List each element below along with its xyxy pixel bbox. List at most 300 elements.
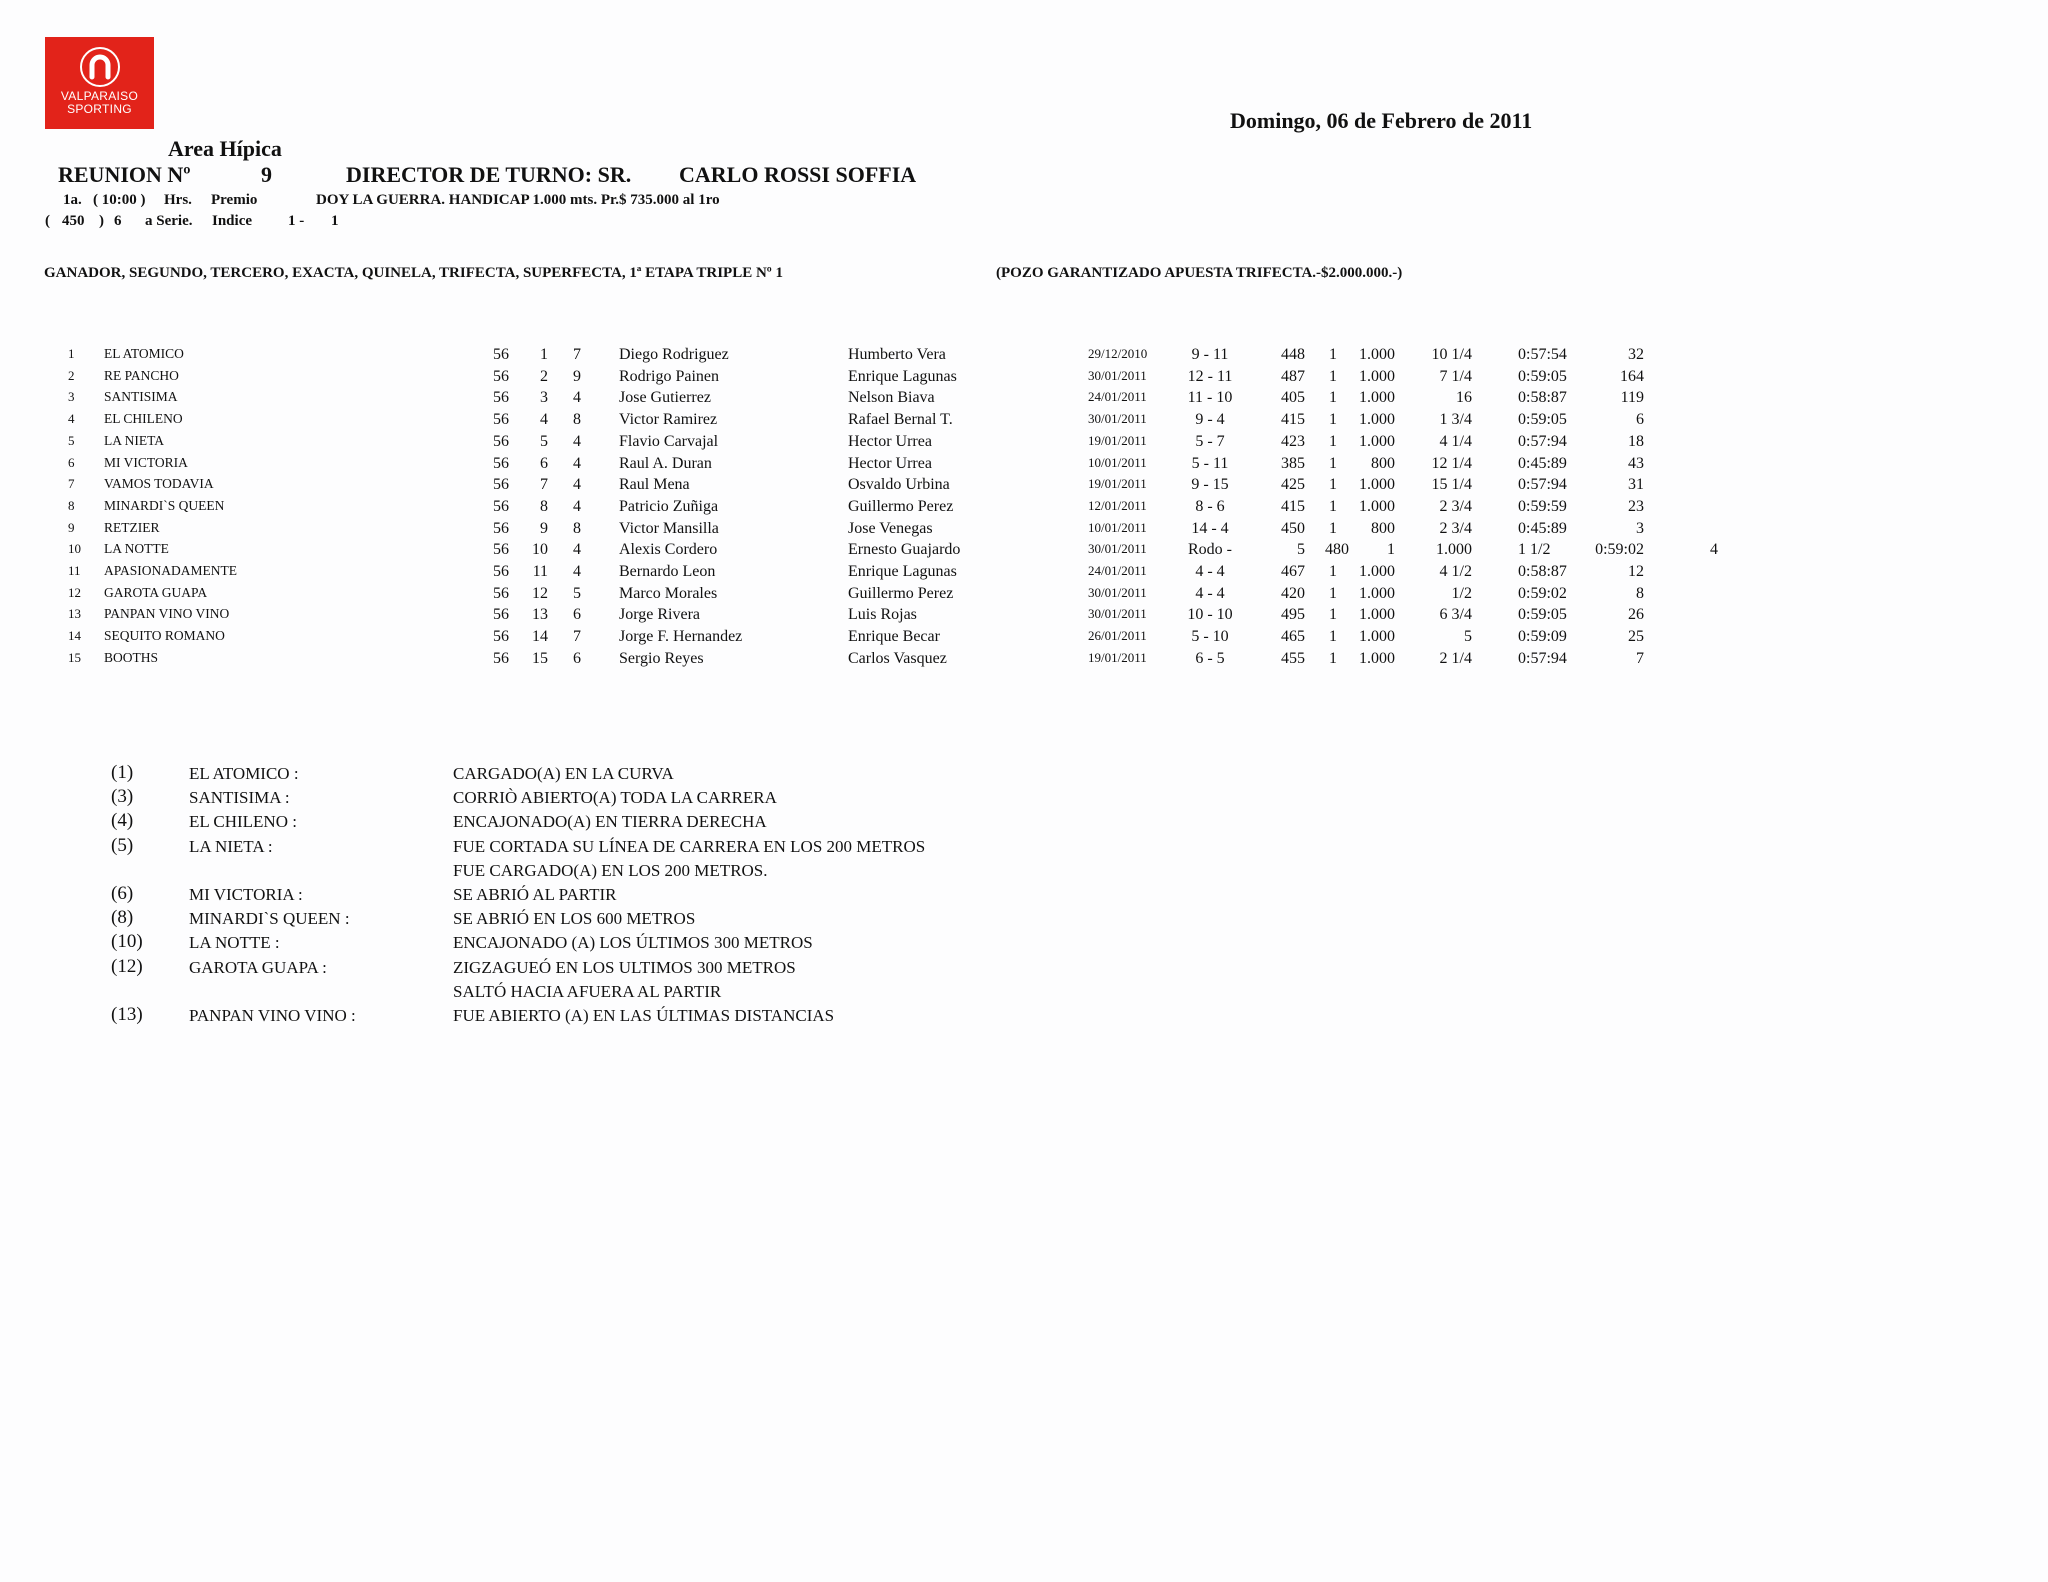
cell-w: 415 (1281, 497, 1305, 515)
observation-item (0, 933, 1200, 955)
cell-marg: 7 1/4 (1439, 367, 1472, 385)
observation-item (0, 955, 1200, 980)
cell-wt: 56 (493, 628, 509, 646)
cell-num: 9 (68, 519, 75, 535)
race-number: 1a. (63, 192, 82, 208)
cell-jockey: Jorge Rivera (619, 606, 701, 624)
observation-item (0, 885, 1200, 907)
cell-ref: 14 - 4 (1191, 519, 1229, 537)
cell-name: VAMOS TODAVIA (104, 476, 214, 492)
cell-num: 6 (68, 454, 75, 470)
cell-dist: 1.000 (1359, 497, 1395, 515)
area-title: Area Hípica (168, 136, 282, 161)
cell-date: 30/01/2011 (1088, 606, 1147, 622)
race-rating: 450 (62, 213, 85, 229)
cell-pos: 7 (1636, 649, 1644, 667)
cell-dist: 1.000 (1359, 346, 1395, 363)
cell-pos: 12 (1628, 563, 1644, 580)
cell-date: 29/12/2010 (1088, 346, 1148, 361)
observation-horse: MINARDI`S QUEEN : (189, 909, 350, 929)
cell-pp: 6 (573, 606, 581, 624)
table-row (0, 368, 1800, 390)
cell-date: 30/01/2011 (1088, 411, 1147, 427)
cell-no: 10 (532, 541, 548, 559)
horseshoe-icon (78, 45, 122, 89)
table-row (0, 476, 1800, 498)
cell-w: 5 (1297, 541, 1305, 559)
cell-wt: 56 (493, 454, 509, 472)
cell-pp: 9 (573, 367, 581, 385)
cell-dist: 1.000 (1359, 476, 1395, 494)
cell-num: 1 (68, 346, 75, 361)
cell-ref: 5 - 7 (1195, 432, 1225, 450)
cell-trainer: Ernesto Guajardo (848, 541, 961, 559)
cell-marg: 1 3/4 (1439, 411, 1472, 429)
cell-wt: 56 (493, 476, 509, 494)
cell-num: 7 (68, 476, 75, 492)
cell-jockey: Jorge F. Hernandez (619, 628, 743, 646)
cell-date: 19/01/2011 (1088, 476, 1147, 492)
cell-name: RE PANCHO (104, 367, 179, 383)
cell-wt: 56 (493, 584, 509, 602)
cell-no: 5 (540, 432, 548, 450)
cell-pp: 7 (573, 346, 581, 363)
observation-item (0, 909, 1200, 931)
indice-to: 1 (331, 213, 339, 229)
cell-time: 0:58:87 (1518, 389, 1567, 407)
cell-num: 8 (68, 497, 75, 513)
cell-num: 15 (68, 649, 81, 665)
cell-name: RETZIER (104, 519, 160, 535)
cell-no: 9 (540, 519, 548, 537)
cell-one: 1 (1329, 649, 1337, 667)
cell-jockey: Jose Gutierrez (619, 389, 711, 407)
cell-pos: 8 (1636, 584, 1644, 602)
cell-trainer: Guillermo Perez (848, 497, 954, 515)
cell-pp: 7 (573, 628, 581, 646)
table-row (0, 628, 1800, 650)
cell-pos: 31 (1628, 476, 1644, 494)
cell-dist: 1.000 (1359, 411, 1395, 429)
cell-jockey: Raul Mena (619, 476, 690, 494)
director-name: CARLO ROSSI SOFFIA (679, 162, 917, 187)
serie-number: 6 (114, 213, 122, 229)
cell-marg: 16 (1456, 389, 1472, 407)
cell-one: 1 (1329, 432, 1337, 450)
cell-pp: 6 (573, 649, 581, 667)
cell-w: 467 (1281, 563, 1305, 580)
cell-dist: 1.000 (1359, 606, 1395, 624)
cell-one: 1 (1329, 411, 1337, 429)
cell-one: 1 (1329, 367, 1337, 385)
cell-w: 487 (1281, 367, 1305, 385)
cell-name: GAROTA GUAPA (104, 584, 208, 600)
observation-horse: SANTISIMA : (189, 788, 290, 808)
observation-item (0, 788, 1200, 810)
cell-trainer: Carlos Vasquez (848, 649, 947, 667)
observation-n: (5) (111, 834, 134, 856)
observation-text: SALTÓ HACIA AFUERA AL PARTIR (453, 981, 722, 1001)
cell-pos: 0:59:02 (1595, 541, 1644, 559)
cell-jockey: Alexis Cordero (619, 541, 718, 559)
cell-date: 26/01/2011 (1088, 628, 1147, 644)
cell-date: 10/01/2011 (1088, 519, 1147, 535)
observation-text: ZIGZAGUEÓ EN LOS ULTIMOS 300 METROS (453, 957, 796, 977)
cell-dist: 1.000 (1359, 649, 1395, 667)
paren-open: ( (45, 213, 50, 229)
cell-name: EL CHILENO (104, 411, 183, 427)
cell-jockey: Rodrigo Painen (619, 367, 719, 385)
cell-pos: 32 (1628, 346, 1644, 363)
cell-wt: 56 (493, 389, 509, 407)
observation-horse: LA NIETA : (189, 836, 273, 856)
cell-trainer: Hector Urrea (848, 432, 932, 450)
cell-pp: 5 (573, 584, 581, 602)
cell-marg: 2 1/4 (1439, 649, 1472, 667)
table-row (0, 520, 1800, 542)
observation-n: (8) (111, 907, 134, 929)
observation-n: (6) (111, 883, 134, 904)
cell-no: 7 (540, 476, 548, 494)
cell-ref: 8 - 6 (1195, 497, 1225, 515)
indice-label: Indice (212, 213, 253, 229)
observation-item (0, 812, 1200, 834)
cell-name: MINARDI`S QUEEN (104, 497, 225, 513)
observation-text: FUE ABIERTO (A) EN LAS ÚLTIMAS DISTANCIAS (453, 1006, 835, 1025)
cell-time: 0:57:54 (1518, 346, 1567, 363)
cell-no: 6 (540, 454, 548, 472)
observation-text: ENCAJONADO(A) EN TIERRA DERECHA (453, 812, 767, 832)
cell-marg: 1.000 (1436, 541, 1472, 559)
cell-ref: 10 - 10 (1187, 606, 1233, 624)
cell-time: 0:45:89 (1518, 519, 1567, 537)
observation-text: CORRIÒ ABIERTO(A) TODA LA CARRERA (453, 788, 777, 808)
cell-pp: 4 (573, 541, 581, 559)
cell-wt: 56 (493, 649, 509, 667)
cell-pos: 43 (1628, 454, 1644, 472)
cell-ref: 4 - 4 (1195, 584, 1225, 602)
cell-pp: 8 (573, 519, 581, 537)
observation-item (0, 982, 1200, 1004)
cell-no: 15 (532, 649, 548, 667)
bet-types: GANADOR, SEGUNDO, TERCERO, EXACTA, QUINELA, TRIFECTA, SUPERFECTA, 1ª ETAPA TRIPLE Nº 1 (44, 265, 783, 281)
cell-marg: 6 3/4 (1439, 606, 1472, 624)
cell-no: 1 (540, 346, 548, 363)
cell-pp: 8 (573, 411, 581, 429)
cell-marg: 15 1/4 (1431, 476, 1472, 494)
observation-n: (4) (111, 810, 134, 832)
cell-no: 14 (532, 628, 548, 646)
observation-text: FUE CORTADA SU LÍNEA DE CARRERA EN LOS 200 METROS (453, 836, 926, 856)
cell-wt: 56 (493, 519, 509, 537)
cell-dist: 1.000 (1359, 367, 1395, 385)
cell-name: MI VICTORIA (104, 454, 188, 470)
cell-wt: 56 (493, 606, 509, 624)
cell-pos: 25 (1628, 628, 1644, 646)
observation-item (0, 834, 1200, 859)
cell-num: 2 (68, 367, 75, 383)
table-row (0, 650, 1800, 672)
cell-no: 8 (540, 497, 548, 515)
observation-n: (12) (111, 955, 143, 977)
cell-name: APASIONADAMENTE (104, 563, 238, 578)
cell-pp: 4 (573, 432, 581, 450)
observation-item (0, 764, 1200, 786)
cell-trainer: Osvaldo Urbina (848, 476, 950, 494)
cell-jockey: Victor Ramirez (619, 411, 718, 429)
cell-wt: 56 (493, 411, 509, 429)
observation-horse: GAROTA GUAPA : (189, 957, 327, 977)
cell-marg: 2 3/4 (1439, 497, 1472, 515)
cell-ref: 12 - 11 (1187, 367, 1233, 385)
observation-horse: EL CHILENO : (189, 812, 297, 832)
cell-marg: 4 1/4 (1439, 432, 1472, 450)
cell-pp: 4 (573, 497, 581, 515)
cell-no: 4 (540, 411, 548, 429)
paren-close: ) (99, 213, 104, 229)
cell-num: 3 (68, 389, 75, 405)
cell-one: 1 (1329, 628, 1337, 646)
cell-jockey: Bernardo Leon (619, 563, 716, 580)
observation-n: (1) (111, 762, 134, 783)
cell-pos: 3 (1636, 519, 1644, 537)
cell-pp: 4 (573, 476, 581, 494)
cell-ref: 9 - 4 (1195, 411, 1225, 429)
cell-jockey: Flavio Carvajal (619, 432, 719, 450)
reunion-label: REUNION Nº (58, 162, 191, 187)
observation-n: (3) (111, 786, 134, 808)
observation-text: SE ABRIÓ EN LOS 600 METROS (453, 909, 696, 929)
cell-w: 495 (1281, 606, 1305, 624)
observations-list (0, 764, 1200, 1034)
cell-date: 30/01/2011 (1088, 541, 1147, 557)
cell-one: 1 (1329, 476, 1337, 494)
trifecta-pool: (POZO GARANTIZADO APUESTA TRIFECTA.-$2.000.000.-) (996, 265, 1403, 281)
cell-time: 1 1/2 (1518, 541, 1551, 559)
cell-ref: 4 - 4 (1195, 563, 1225, 580)
cell-trainer: Guillermo Perez (848, 584, 954, 602)
cell-one: 1 (1329, 454, 1337, 472)
cell-jockey: Patricio Zuñiga (619, 497, 719, 515)
cell-date: 12/01/2011 (1088, 497, 1147, 513)
cell-one: 1 (1329, 497, 1337, 515)
cell-dist: 1.000 (1359, 432, 1395, 450)
cell-one: 480 (1325, 541, 1349, 559)
cell-one: 1 (1329, 519, 1337, 537)
cell-date: 30/01/2011 (1088, 584, 1147, 600)
cell-name: EL ATOMICO (104, 346, 184, 361)
race-time: ( 10:00 ) (93, 192, 146, 208)
cell-ref: 9 - 11 (1191, 346, 1229, 363)
table-row (0, 606, 1800, 628)
runners-table (0, 346, 1800, 676)
cell-no: 3 (540, 389, 548, 407)
logo-line-1: VALPARAISO (60, 89, 139, 103)
cell-trainer: Enrique Becar (848, 628, 940, 646)
cell-wt: 56 (493, 541, 509, 559)
cell-wt: 56 (493, 563, 509, 580)
cell-num: 4 (68, 411, 75, 427)
cell-ref: 11 - 10 (1187, 389, 1233, 407)
cell-jockey: Raul A. Duran (619, 454, 712, 472)
cell-dist: 800 (1371, 454, 1395, 472)
cell-dist: 1.000 (1359, 628, 1395, 646)
cell-pp: 4 (573, 563, 581, 580)
cell-pos: 119 (1620, 389, 1644, 407)
cell-w: 405 (1281, 389, 1305, 407)
cell-date: 24/01/2011 (1088, 563, 1147, 578)
cell-trainer: Jose Venegas (848, 519, 933, 537)
cell-name: BOOTHS (104, 649, 159, 665)
cell-wt: 56 (493, 497, 509, 515)
cell-no: 2 (540, 367, 548, 385)
cell-w: 423 (1281, 432, 1305, 450)
valparaiso-sporting-logo (45, 37, 154, 129)
table-row (0, 433, 1800, 455)
cell-dist: 1.000 (1359, 584, 1395, 602)
cell-num: 14 (68, 628, 81, 644)
report-date: Domingo, 06 de Febrero de 2011 (1230, 108, 1533, 133)
cell-wt: 56 (493, 346, 509, 363)
cell-time: 0:45:89 (1518, 454, 1567, 472)
cell-marg: 5 (1464, 628, 1472, 646)
cell-time: 0:59:05 (1518, 367, 1567, 385)
cell-trainer: Rafael Bernal T. (848, 411, 953, 429)
observation-text: CARGADO(A) EN LA CURVA (453, 764, 674, 783)
cell-date: 30/01/2011 (1088, 367, 1147, 383)
cell-num: 10 (68, 541, 81, 557)
serie-label: a Serie. (145, 213, 193, 229)
cell-pos: 23 (1628, 497, 1644, 515)
cell-name: LA NIETA (104, 432, 165, 448)
cell-wt: 56 (493, 432, 509, 450)
cell-jockey: Sergio Reyes (619, 649, 704, 667)
cell-wt: 56 (493, 367, 509, 385)
cell-time: 0:59:09 (1518, 628, 1567, 646)
cell-ref: 9 - 15 (1191, 476, 1229, 494)
cell-name: SANTISIMA (104, 389, 178, 405)
cell-pos: 26 (1628, 606, 1644, 624)
cell-dist: 800 (1371, 519, 1395, 537)
cell-w: 448 (1281, 346, 1305, 363)
cell-marg: 2 3/4 (1439, 519, 1472, 537)
cell-marg: 10 1/4 (1431, 346, 1472, 363)
cell-ref: 5 - 11 (1191, 454, 1229, 472)
cell-dist: 1 (1387, 541, 1395, 559)
cell-time: 0:57:94 (1518, 649, 1567, 667)
cell-trainer: Hector Urrea (848, 454, 932, 472)
cell-w: 415 (1281, 411, 1305, 429)
observation-n: (13) (111, 1004, 143, 1025)
cell-ref: 6 - 5 (1195, 649, 1225, 667)
cell-pos: 164 (1620, 367, 1644, 385)
cell-no: 13 (532, 606, 548, 624)
cell-pos: 18 (1628, 432, 1644, 450)
cell-time: 0:59:05 (1518, 411, 1567, 429)
table-row (0, 585, 1800, 607)
cell-one: 1 (1329, 346, 1337, 363)
cell-w: 420 (1281, 584, 1305, 602)
cell-name: SEQUITO ROMANO (104, 628, 225, 644)
cell-time: 0:57:94 (1518, 432, 1567, 450)
cell-date: 10/01/2011 (1088, 454, 1147, 470)
cell-ref: 5 - 10 (1191, 628, 1229, 646)
table-row (0, 563, 1800, 585)
cell-jockey: Marco Morales (619, 584, 718, 602)
cell-one: 1 (1329, 389, 1337, 407)
director-label: DIRECTOR DE TURNO: SR. (346, 162, 632, 187)
cell-pos: 6 (1636, 411, 1644, 429)
observation-horse: LA NOTTE : (189, 933, 280, 953)
cell-trainer: Luis Rojas (848, 606, 917, 624)
cell-trainer: Enrique Lagunas (848, 563, 957, 580)
cell-one: 1 (1329, 563, 1337, 580)
race-description: DOY LA GUERRA. HANDICAP 1.000 mts. Pr.$ 735.000 al 1ro (316, 192, 720, 208)
cell-w: 465 (1281, 628, 1305, 646)
table-row (0, 541, 1800, 563)
table-row (0, 411, 1800, 433)
cell-time: 0:58:87 (1518, 563, 1567, 580)
table-row (0, 346, 1800, 368)
cell-trainer: Nelson Biava (848, 389, 935, 407)
cell-marg: 4 1/2 (1439, 563, 1472, 580)
cell-one: 1 (1329, 584, 1337, 602)
cell-w: 425 (1281, 476, 1305, 494)
observation-horse: MI VICTORIA : (189, 885, 303, 904)
cell-pp: 4 (573, 454, 581, 472)
cell-time: 0:57:94 (1518, 476, 1567, 494)
cell-w: 450 (1281, 519, 1305, 537)
cell-marg: 1/2 (1451, 584, 1472, 602)
observation-text: ENCAJONADO (A) LOS ÚLTIMOS 300 METROS (453, 933, 813, 953)
table-row (0, 389, 1800, 411)
observation-horse: EL ATOMICO : (189, 764, 299, 783)
table-row (0, 455, 1800, 477)
cell-date: 24/01/2011 (1088, 389, 1147, 405)
cell-num: 5 (68, 432, 75, 448)
cell-num: 13 (68, 606, 81, 622)
logo-line-2: SPORTING (67, 102, 132, 116)
cell-jockey: Diego Rodriguez (619, 346, 729, 363)
cell-one: 1 (1329, 606, 1337, 624)
observation-text: FUE CARGADO(A) EN LOS 200 METROS. (453, 860, 768, 880)
cell-no: 11 (532, 563, 548, 580)
reunion-number: 9 (261, 162, 272, 187)
cell-marg: 12 1/4 (1431, 454, 1472, 472)
cell-w: 455 (1281, 649, 1305, 667)
observation-item (0, 1006, 1200, 1028)
indice-from: 1 - (288, 213, 305, 229)
premio-label: Premio (211, 192, 258, 208)
cell-trainer: Enrique Lagunas (848, 367, 957, 385)
observation-item (0, 861, 1200, 883)
cell-time: 0:59:05 (1518, 606, 1567, 624)
table-row (0, 498, 1800, 520)
cell-extra: 4 (1710, 541, 1718, 559)
hrs-label: Hrs. (164, 192, 192, 208)
cell-w: 385 (1281, 454, 1305, 472)
observation-n: (10) (111, 931, 143, 953)
cell-date: 19/01/2011 (1088, 432, 1147, 448)
cell-time: 0:59:02 (1518, 584, 1567, 602)
cell-dist: 1.000 (1359, 389, 1395, 407)
cell-jockey: Victor Mansilla (619, 519, 719, 537)
cell-trainer: Humberto Vera (848, 346, 946, 363)
cell-name: PANPAN VINO VINO (104, 606, 230, 622)
cell-num: 11 (68, 563, 81, 578)
cell-num: 12 (68, 584, 81, 600)
observation-text: SE ABRIÓ AL PARTIR (453, 885, 617, 904)
